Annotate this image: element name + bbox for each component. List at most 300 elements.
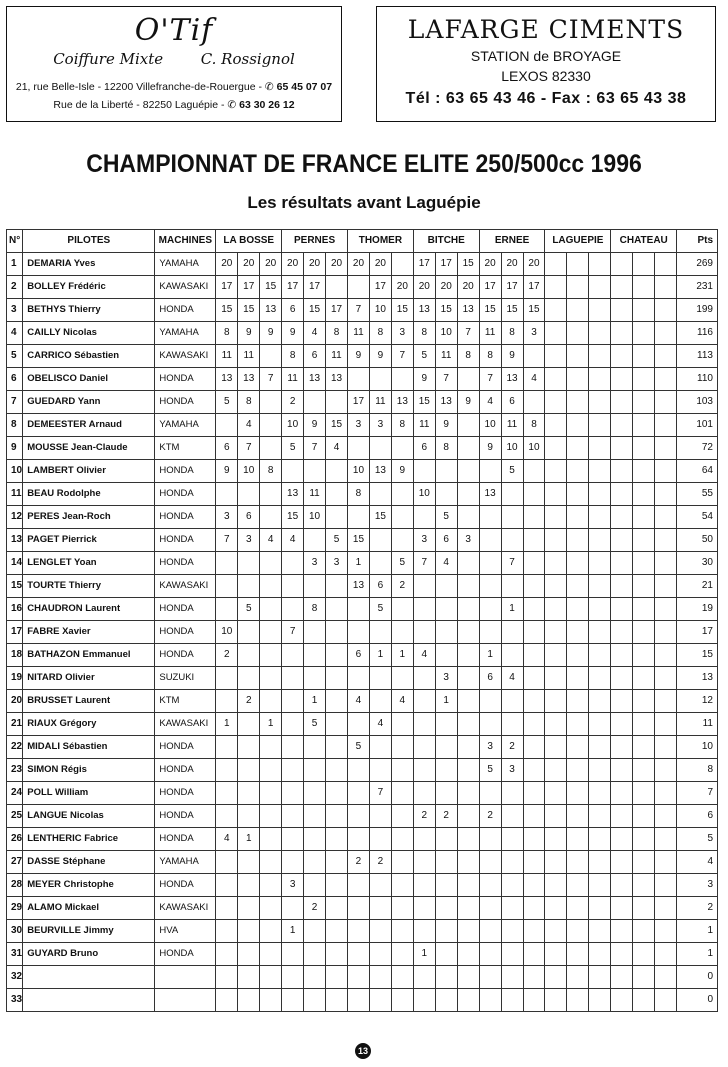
table-row <box>7 506 718 529</box>
score-cell <box>589 414 611 437</box>
score-cell <box>633 345 655 368</box>
score-cell <box>413 782 435 805</box>
score-cell <box>369 897 391 920</box>
score-cell <box>457 759 479 782</box>
score-cell <box>545 253 567 276</box>
score-cell <box>655 276 677 299</box>
score-cell: 17 <box>282 276 304 299</box>
score-cell <box>611 644 633 667</box>
score-cell: 8 <box>282 345 304 368</box>
score-cell <box>326 276 348 299</box>
score-cell: 1 <box>413 943 435 966</box>
score-cell <box>304 759 326 782</box>
score-cell <box>633 874 655 897</box>
table-row <box>7 943 718 966</box>
score-cell <box>589 644 611 667</box>
score-cell <box>260 598 282 621</box>
row-number: 7 <box>7 391 23 414</box>
table-row <box>7 253 718 276</box>
points-total: 4 <box>677 851 718 874</box>
score-cell: 2 <box>282 391 304 414</box>
score-cell: 8 <box>326 322 348 345</box>
score-cell <box>391 943 413 966</box>
header-venue: ERNEE <box>479 230 545 253</box>
score-cell <box>216 667 238 690</box>
score-cell: 8 <box>260 460 282 483</box>
score-cell <box>479 529 501 552</box>
score-cell: 2 <box>413 805 435 828</box>
score-cell: 1 <box>304 690 326 713</box>
row-number: 17 <box>7 621 23 644</box>
score-cell <box>304 874 326 897</box>
score-cell <box>611 322 633 345</box>
score-cell: 6 <box>413 437 435 460</box>
score-cell: 11 <box>216 345 238 368</box>
score-cell <box>347 943 369 966</box>
score-cell <box>391 805 413 828</box>
score-cell <box>413 920 435 943</box>
score-cell <box>545 506 567 529</box>
score-cell <box>501 529 523 552</box>
score-cell <box>479 920 501 943</box>
otif-address-line-2 <box>7 96 341 114</box>
score-cell <box>589 782 611 805</box>
score-cell: 4 <box>238 414 260 437</box>
score-cell: 9 <box>347 345 369 368</box>
score-cell <box>633 805 655 828</box>
points-total: 50 <box>677 529 718 552</box>
pilot-name: LENGLET Yoan <box>23 552 155 575</box>
score-cell <box>633 782 655 805</box>
score-cell <box>589 943 611 966</box>
score-cell <box>216 874 238 897</box>
score-cell <box>216 851 238 874</box>
score-cell <box>413 828 435 851</box>
table-row <box>7 529 718 552</box>
score-cell: 7 <box>435 368 457 391</box>
pilot-name: BETHYS Thierry <box>23 299 155 322</box>
score-cell <box>347 966 369 989</box>
row-number: 30 <box>7 920 23 943</box>
points-total: 0 <box>677 989 718 1012</box>
score-cell <box>435 874 457 897</box>
score-cell: 8 <box>347 483 369 506</box>
points-total: 101 <box>677 414 718 437</box>
score-cell <box>655 736 677 759</box>
score-cell <box>304 828 326 851</box>
score-cell <box>611 828 633 851</box>
score-cell: 10 <box>501 437 523 460</box>
score-cell <box>633 920 655 943</box>
score-cell <box>589 713 611 736</box>
points-total: 13 <box>677 667 718 690</box>
points-total: 269 <box>677 253 718 276</box>
score-cell <box>633 690 655 713</box>
score-cell <box>347 874 369 897</box>
score-cell <box>611 253 633 276</box>
score-cell <box>216 943 238 966</box>
score-cell <box>326 644 348 667</box>
points-total: 10 <box>677 736 718 759</box>
points-total: 11 <box>677 713 718 736</box>
score-cell <box>611 920 633 943</box>
score-cell <box>216 897 238 920</box>
score-cell: 5 <box>501 460 523 483</box>
score-cell <box>589 805 611 828</box>
lafarge-brand: LAFARGE CIMENTS <box>407 15 685 44</box>
machine-name <box>155 989 216 1012</box>
table-row <box>7 966 718 989</box>
score-cell <box>369 621 391 644</box>
lafarge-station: STATION de BROYAGE <box>470 48 622 64</box>
pilot-name: OBELISCO Daniel <box>23 368 155 391</box>
score-cell <box>567 391 589 414</box>
score-cell <box>260 920 282 943</box>
score-cell: 6 <box>435 529 457 552</box>
score-cell <box>457 621 479 644</box>
score-cell: 4 <box>523 368 545 391</box>
score-cell: 2 <box>501 736 523 759</box>
score-cell: 15 <box>238 299 260 322</box>
score-cell: 1 <box>216 713 238 736</box>
score-cell <box>282 552 304 575</box>
score-cell: 7 <box>304 437 326 460</box>
row-number: 16 <box>7 598 23 621</box>
score-cell <box>435 644 457 667</box>
score-cell <box>435 736 457 759</box>
pilot-name: DASSE Stéphane <box>23 851 155 874</box>
score-cell <box>326 966 348 989</box>
score-cell: 20 <box>523 253 545 276</box>
score-cell <box>589 598 611 621</box>
score-cell: 1 <box>479 644 501 667</box>
score-cell: 9 <box>479 437 501 460</box>
header-venue: LA BOSSE <box>216 230 282 253</box>
points-total: 30 <box>677 552 718 575</box>
score-cell: 13 <box>326 368 348 391</box>
score-cell <box>589 667 611 690</box>
score-cell: 15 <box>216 299 238 322</box>
score-cell <box>282 460 304 483</box>
score-cell <box>633 759 655 782</box>
score-cell <box>633 552 655 575</box>
row-number: 5 <box>7 345 23 368</box>
points-total: 7 <box>677 782 718 805</box>
score-cell <box>238 736 260 759</box>
score-cell: 17 <box>347 391 369 414</box>
score-cell <box>567 575 589 598</box>
score-cell <box>633 621 655 644</box>
otif-address-2: Rue de la Liberté - 82250 Laguépie - ✆ <box>53 99 237 111</box>
score-cell: 5 <box>304 713 326 736</box>
score-cell: 11 <box>479 322 501 345</box>
score-cell <box>391 897 413 920</box>
score-cell <box>304 966 326 989</box>
page-number: 13 <box>355 1043 371 1059</box>
score-cell <box>545 621 567 644</box>
points-total: 116 <box>677 322 718 345</box>
score-cell: 9 <box>501 345 523 368</box>
score-cell: 5 <box>413 345 435 368</box>
table-row <box>7 368 718 391</box>
pilot-name: DEMARIA Yves <box>23 253 155 276</box>
score-cell <box>545 713 567 736</box>
score-cell <box>304 575 326 598</box>
score-cell <box>567 345 589 368</box>
points-total: 19 <box>677 598 718 621</box>
score-cell <box>655 598 677 621</box>
score-cell <box>282 897 304 920</box>
score-cell <box>413 690 435 713</box>
score-cell: 6 <box>304 345 326 368</box>
score-cell <box>304 391 326 414</box>
score-cell <box>633 736 655 759</box>
score-cell: 7 <box>238 437 260 460</box>
pilot-name: CARRICO Sébastien <box>23 345 155 368</box>
score-cell: 17 <box>413 253 435 276</box>
score-cell <box>326 828 348 851</box>
score-cell <box>304 667 326 690</box>
score-cell <box>545 966 567 989</box>
machine-name: YAMAHA <box>155 851 216 874</box>
score-cell <box>391 253 413 276</box>
score-cell <box>457 667 479 690</box>
score-cell: 17 <box>369 276 391 299</box>
score-cell <box>567 805 589 828</box>
score-cell: 11 <box>501 414 523 437</box>
score-cell <box>589 437 611 460</box>
score-cell <box>567 276 589 299</box>
machine-name: HONDA <box>155 598 216 621</box>
score-cell: 13 <box>479 483 501 506</box>
score-cell <box>260 391 282 414</box>
score-cell <box>523 713 545 736</box>
machine-name: KAWASAKI <box>155 575 216 598</box>
score-cell <box>545 368 567 391</box>
score-cell <box>655 552 677 575</box>
score-cell <box>347 506 369 529</box>
score-cell <box>326 943 348 966</box>
score-cell <box>238 782 260 805</box>
score-cell <box>326 874 348 897</box>
score-cell <box>369 437 391 460</box>
score-cell <box>567 851 589 874</box>
score-cell: 13 <box>238 368 260 391</box>
score-cell <box>567 759 589 782</box>
row-number: 14 <box>7 552 23 575</box>
points-total: 231 <box>677 276 718 299</box>
score-cell <box>260 667 282 690</box>
score-cell <box>457 736 479 759</box>
score-cell <box>501 805 523 828</box>
score-cell <box>369 667 391 690</box>
score-cell: 13 <box>391 391 413 414</box>
score-cell <box>282 575 304 598</box>
score-cell: 5 <box>326 529 348 552</box>
score-cell <box>238 943 260 966</box>
score-cell: 17 <box>238 276 260 299</box>
score-cell: 2 <box>391 575 413 598</box>
score-cell: 3 <box>501 759 523 782</box>
score-cell: 15 <box>391 299 413 322</box>
pilot-name: SIMON Régis <box>23 759 155 782</box>
pilot-name: MOUSSE Jean-Claude <box>23 437 155 460</box>
score-cell: 10 <box>347 460 369 483</box>
score-cell <box>567 828 589 851</box>
row-number: 13 <box>7 529 23 552</box>
score-cell <box>567 460 589 483</box>
score-cell <box>238 989 260 1012</box>
score-cell <box>391 621 413 644</box>
score-cell <box>589 368 611 391</box>
score-cell <box>260 736 282 759</box>
score-cell <box>655 506 677 529</box>
score-cell <box>479 713 501 736</box>
score-cell: 4 <box>391 690 413 713</box>
score-cell: 7 <box>216 529 238 552</box>
pilot-name: LENTHERIC Fabrice <box>23 828 155 851</box>
score-cell <box>435 989 457 1012</box>
machine-name: YAMAHA <box>155 253 216 276</box>
score-cell: 4 <box>501 667 523 690</box>
table-row <box>7 552 718 575</box>
score-cell: 11 <box>413 414 435 437</box>
score-cell: 3 <box>216 506 238 529</box>
score-cell <box>479 966 501 989</box>
score-cell: 6 <box>282 299 304 322</box>
score-cell <box>282 759 304 782</box>
score-cell <box>545 851 567 874</box>
score-cell <box>611 460 633 483</box>
score-cell: 4 <box>479 391 501 414</box>
score-cell <box>457 920 479 943</box>
score-cell: 9 <box>260 322 282 345</box>
score-cell <box>282 782 304 805</box>
table-row <box>7 874 718 897</box>
score-cell: 11 <box>238 345 260 368</box>
page-subtitle: Les résultats avant Laguépie <box>247 193 481 212</box>
points-total: 8 <box>677 759 718 782</box>
row-number: 23 <box>7 759 23 782</box>
score-cell <box>413 506 435 529</box>
score-cell <box>391 437 413 460</box>
score-cell <box>479 690 501 713</box>
score-cell <box>633 644 655 667</box>
score-cell <box>655 414 677 437</box>
score-cell: 10 <box>216 621 238 644</box>
score-cell <box>501 828 523 851</box>
score-cell <box>304 644 326 667</box>
score-cell <box>282 851 304 874</box>
machine-name: KAWASAKI <box>155 345 216 368</box>
score-cell <box>611 782 633 805</box>
score-cell <box>457 713 479 736</box>
score-cell <box>523 391 545 414</box>
otif-advertisement <box>6 6 342 122</box>
score-cell <box>633 460 655 483</box>
score-cell <box>567 713 589 736</box>
score-cell: 6 <box>369 575 391 598</box>
otif-tagline: Coiffure Mixte <box>53 50 164 68</box>
score-cell: 10 <box>523 437 545 460</box>
score-cell <box>238 552 260 575</box>
score-cell: 4 <box>369 713 391 736</box>
row-number: 12 <box>7 506 23 529</box>
score-cell: 1 <box>238 828 260 851</box>
score-cell <box>304 989 326 1012</box>
machine-name: HONDA <box>155 874 216 897</box>
score-cell <box>501 506 523 529</box>
table-row <box>7 575 718 598</box>
score-cell: 17 <box>501 276 523 299</box>
score-cell <box>304 943 326 966</box>
pilot-name: PAGET Pierrick <box>23 529 155 552</box>
score-cell: 15 <box>260 276 282 299</box>
score-cell <box>633 828 655 851</box>
points-total: 54 <box>677 506 718 529</box>
score-cell <box>545 322 567 345</box>
score-cell <box>611 552 633 575</box>
points-total: 17 <box>677 621 718 644</box>
pilot-name: BEAU Rodolphe <box>23 483 155 506</box>
lafarge-location: LEXOS 82330 <box>501 68 591 84</box>
score-cell: 20 <box>304 253 326 276</box>
score-cell <box>611 345 633 368</box>
machine-name: HONDA <box>155 644 216 667</box>
machine-name: HONDA <box>155 828 216 851</box>
score-cell: 20 <box>413 276 435 299</box>
score-cell <box>326 667 348 690</box>
machine-name: HVA <box>155 920 216 943</box>
score-cell <box>589 828 611 851</box>
score-cell: 2 <box>347 851 369 874</box>
machine-name: HONDA <box>155 391 216 414</box>
pilot-name: LAMBERT Olivier <box>23 460 155 483</box>
score-cell <box>567 299 589 322</box>
pilot-name: ALAMO Mickael <box>23 897 155 920</box>
score-cell <box>523 874 545 897</box>
score-cell: 17 <box>326 299 348 322</box>
score-cell <box>238 667 260 690</box>
score-cell <box>369 828 391 851</box>
score-cell <box>260 483 282 506</box>
score-cell: 15 <box>326 414 348 437</box>
points-total: 0 <box>677 966 718 989</box>
score-cell: 5 <box>238 598 260 621</box>
score-cell <box>545 667 567 690</box>
score-cell <box>326 391 348 414</box>
score-cell <box>457 805 479 828</box>
score-cell <box>589 253 611 276</box>
score-cell <box>435 851 457 874</box>
otif-phone-2: 63 30 26 12 <box>239 99 295 111</box>
score-cell <box>611 713 633 736</box>
machine-name: YAMAHA <box>155 322 216 345</box>
score-cell <box>413 736 435 759</box>
score-cell: 20 <box>391 276 413 299</box>
score-cell <box>304 460 326 483</box>
score-cell <box>545 391 567 414</box>
machine-name: HONDA <box>155 460 216 483</box>
score-cell <box>216 736 238 759</box>
score-cell <box>369 483 391 506</box>
score-cell <box>369 759 391 782</box>
pilot-name: FABRE Xavier <box>23 621 155 644</box>
score-cell <box>435 483 457 506</box>
score-cell <box>523 943 545 966</box>
score-cell <box>238 966 260 989</box>
score-cell: 7 <box>347 299 369 322</box>
